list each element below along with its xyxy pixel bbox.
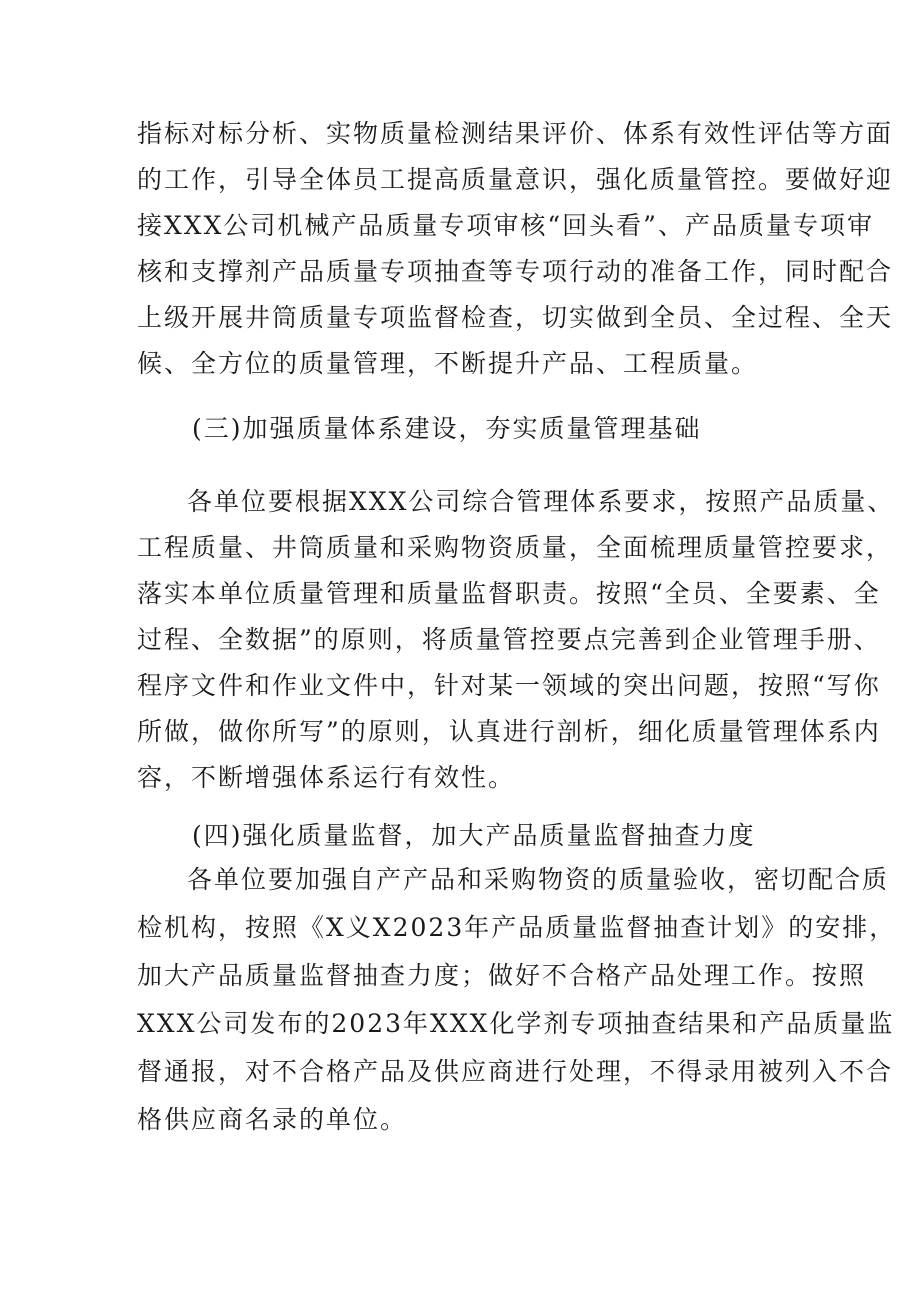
paragraph-line: 各单位要根据XXX公司综合管理体系要求，按照产品质量、 bbox=[187, 487, 895, 516]
paragraph-line: 程序文件和作业文件中，针对某一领域的突出问题，按照“写你 bbox=[137, 671, 881, 700]
paragraph-line: 督通报，对不合格产品及供应商进行处理，不得录用被列入不合 bbox=[137, 1057, 894, 1086]
section-heading-4: (四)强化质量监督，加大产品质量监督抽查力度 bbox=[192, 821, 756, 850]
paragraph-line: 候、全方位的质量管理，不断提升产品、工程质量。 bbox=[137, 349, 759, 378]
paragraph-line: XXX公司发布的2023年XXX化学剂专项抽查结果和产品质量监 bbox=[137, 1009, 895, 1038]
paragraph-line: 格供应商名录的单位。 bbox=[137, 1105, 408, 1134]
paragraph-line: 指标对标分析、实物质量检测结果评价、体系有效性评估等方面 bbox=[137, 119, 894, 148]
paragraph-line: 容，不断增强体系运行有效性。 bbox=[137, 763, 516, 792]
paragraph-line: 加大产品质量监督抽查力度；做好不合格产品处理工作。按照 bbox=[137, 961, 867, 990]
paragraph-line: 所做，做你所写”的原则，认真进行剖析，细化质量管理体系内 bbox=[137, 717, 881, 746]
paragraph-line: 过程、全数据”的原则，将质量管控要点完善到企业管理手册、 bbox=[137, 625, 881, 654]
paragraph-line: 检机构，按照《X义X2023年产品质量监督抽查计划》的安排， bbox=[137, 913, 897, 942]
paragraph-line: 核和支撑剂产品质量专项抽查等专项行动的准备工作，同时配合 bbox=[137, 257, 894, 286]
paragraph-line: 的工作，引导全体员工提高质量意识，强化质量管控。要做好迎 bbox=[137, 165, 894, 194]
section-heading-3: (三)加强质量体系建设，夯实质量管理基础 bbox=[192, 414, 702, 443]
paragraph-line: 各单位要加强自产产品和采购物资的质量验收，密切配合质 bbox=[187, 865, 890, 894]
paragraph-line: 接XXX公司机械产品质量专项审核“回头看”、产品质量专项审 bbox=[137, 211, 874, 240]
paragraph-line: 工程质量、井筒质量和采购物资质量，全面梳理质量管控要求， bbox=[137, 533, 894, 562]
paragraph-line: 落实本单位质量管理和质量监督职责。按照“全员、全要素、全 bbox=[137, 579, 881, 608]
paragraph-line: 上级开展井筒质量专项监督检查，切实做到全员、全过程、全天 bbox=[137, 303, 894, 332]
